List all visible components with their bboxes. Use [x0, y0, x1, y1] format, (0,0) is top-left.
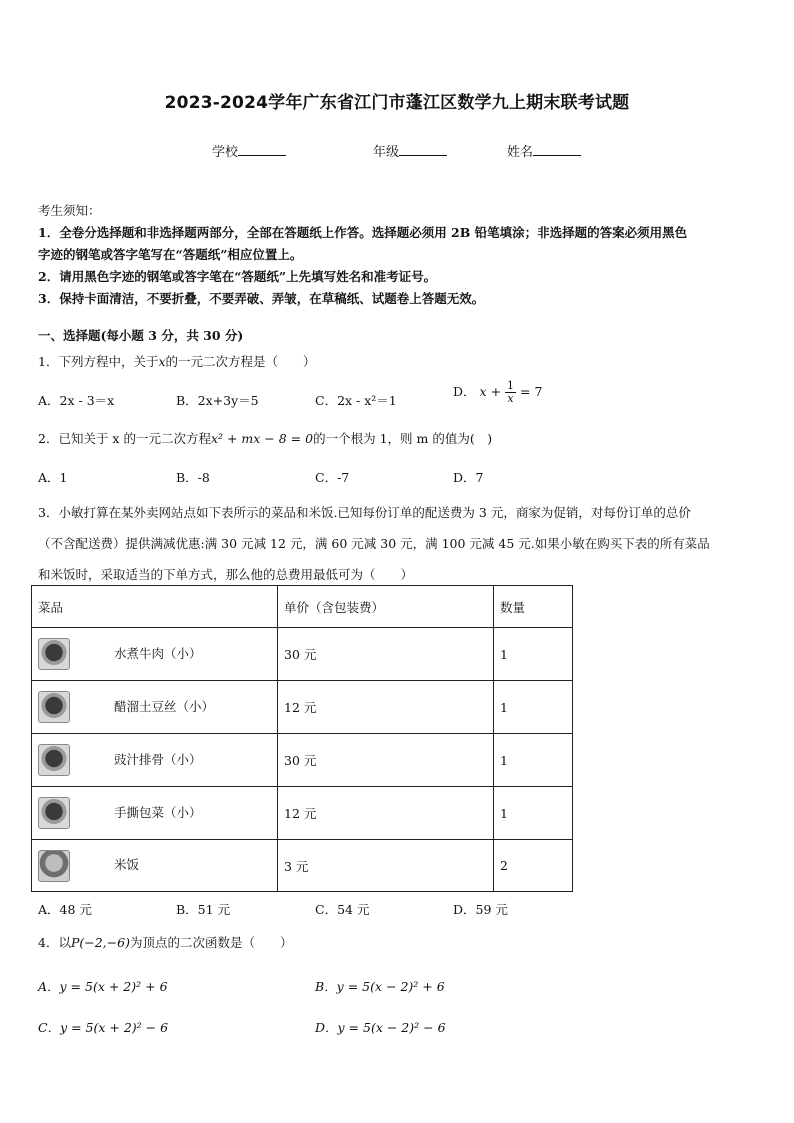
- q2-option-c: C．-7: [315, 470, 350, 485]
- dish-name: 米饭: [114, 857, 140, 872]
- q2-stem-eq: x² + mx − 8 = 0: [210, 431, 314, 446]
- q3-line: 3．小敏打算在某外卖网站点如下表所示的菜品和米饭.已知每份订单的配送费为 3 元，商家为促销，对每份订单的总价: [38, 505, 691, 520]
- q4-stem-post: 为顶点的二次函数是（ ）: [129, 935, 293, 950]
- table-header-price: 单价（含包装费）: [278, 586, 494, 628]
- table-row: [32, 734, 573, 787]
- table-cell-price: 30 元: [278, 628, 494, 681]
- dish-image: [38, 744, 70, 776]
- name-blank: [533, 143, 581, 156]
- q3-option-a: A．48 元: [38, 902, 92, 917]
- name-field: [507, 141, 581, 160]
- table-cell-qty: 1: [494, 734, 573, 787]
- q3-line: 和米饭时，采取适当的下单方式，那么他的总费用最低可为（ ）: [38, 567, 414, 582]
- q1-d-post: = 7: [520, 384, 543, 399]
- q1-d-denominator: x: [507, 392, 514, 405]
- q4-option-a: A．y = 5(x + 2)² + 6: [38, 979, 168, 994]
- table-cell-dish: [32, 681, 278, 734]
- q1-stem-post: 的一元二次方程是（ ）: [165, 354, 316, 369]
- section-heading: 一、选择题(每小题 3 分，共 30 分): [38, 328, 244, 343]
- table-cell-qty: 1: [494, 681, 573, 734]
- table-row: [32, 787, 573, 840]
- notice-block: [38, 200, 762, 310]
- dish-image: [38, 638, 70, 670]
- table-cell-dish: [32, 628, 278, 681]
- q1-stem-var: x: [158, 354, 166, 369]
- question-4-stem: [38, 932, 292, 954]
- q4-stem-point: P(−2,−6): [70, 935, 130, 950]
- q3-line: （不含配送费）提供满减优惠:满 30 元减 12 元，满 60 元减 30 元，满 100 元减 45 元.如果小敏在购买下表的所有菜品: [38, 536, 710, 551]
- q2-stem-pre: 2．已知关于 x 的一元二次方程: [38, 431, 211, 446]
- q1-d-plus: +: [490, 384, 502, 399]
- grade-field: [373, 141, 447, 160]
- q1-d-numerator: 1: [507, 379, 515, 392]
- notice-item: 字迹的钢笔或答字笔写在“答题纸”相应位置上。: [38, 247, 303, 262]
- q2-option-a: A．1: [38, 470, 68, 485]
- q3-option-d: D．59 元: [453, 902, 508, 917]
- table-header-dish: 菜品: [32, 586, 278, 628]
- dish-name: 水煮牛肉（小）: [114, 645, 202, 661]
- menu-table: [31, 585, 573, 892]
- table-cell-qty: 2: [494, 840, 573, 892]
- table-cell-dish: [32, 734, 278, 787]
- table-cell-dish: [32, 840, 278, 892]
- page-title: 2023-2024学年广东省江门市蓬江区数学九上期末联考试题: [164, 93, 630, 113]
- table-row: [32, 681, 573, 734]
- table-header-row: [32, 586, 573, 628]
- table-cell-dish: [32, 787, 278, 840]
- dish-image: [38, 797, 70, 829]
- grade-label: 年级: [373, 145, 400, 160]
- dish-name: 豉汁排骨（小）: [114, 751, 202, 767]
- dish-name: 醋溜土豆丝（小）: [114, 698, 215, 714]
- q3-option-b: B．51 元: [176, 902, 231, 917]
- q1-d-label: D．: [453, 384, 476, 399]
- table-header-qty: 数量: [494, 586, 573, 628]
- question-1-stem: [38, 351, 316, 373]
- table-cell-qty: 1: [494, 628, 573, 681]
- q4-option-b: B．y = 5(x − 2)² + 6: [315, 979, 445, 994]
- school-blank: [238, 143, 286, 156]
- q1-d-fraction: [505, 380, 516, 405]
- q4-option-c: C．y = 5(x + 2)² − 6: [38, 1020, 169, 1035]
- q1-d-x: x: [479, 384, 487, 399]
- table-cell-price: 30 元: [278, 734, 494, 787]
- q2-stem-post: 的一个根为 1，则 m 的值为( ): [313, 431, 493, 446]
- q1-stem-pre: 1．下列方程中，关于: [38, 354, 159, 369]
- school-field: [212, 141, 286, 160]
- school-label: 学校: [212, 145, 239, 160]
- name-label: 姓名: [507, 145, 534, 160]
- table-row: [32, 840, 573, 892]
- q1-option-d: [453, 380, 542, 405]
- table-cell-price: 12 元: [278, 681, 494, 734]
- table-cell-qty: 1: [494, 787, 573, 840]
- dish-name: 手撕包菜（小）: [114, 804, 202, 820]
- notice-heading: 考生须知：: [38, 203, 101, 218]
- table-cell-price: 3 元: [278, 840, 494, 892]
- question-3-stem: [38, 497, 762, 590]
- q4-stem-pre: 4．以: [38, 935, 71, 950]
- q4-option-d: D．y = 5(x − 2)² − 6: [315, 1020, 446, 1035]
- q3-option-c: C．54 元: [315, 902, 370, 917]
- table-cell-price: 12 元: [278, 787, 494, 840]
- q2-option-b: B．-8: [176, 470, 210, 485]
- grade-blank: [399, 143, 447, 156]
- dish-image: [38, 691, 70, 723]
- question-2-stem: [38, 428, 492, 450]
- q1-option-a: A．2x - 3＝x: [38, 393, 115, 408]
- table-row: [32, 628, 573, 681]
- notice-item: 3．保持卡面清洁，不要折叠，不要弄破、弄皱，在草稿纸、试题卷上答题无效。: [38, 291, 485, 306]
- notice-item: 1．全卷分选择题和非选择题两部分，全部在答题纸上作答。选择题必须用 2B 铅笔填涂；非选择题的答案必须用黑色: [38, 225, 688, 240]
- rice-image: [38, 850, 70, 882]
- q2-option-d: D．7: [453, 470, 484, 485]
- notice-item: 2．请用黑色字迹的钢笔或答字笔在“答题纸”上先填写姓名和准考证号。: [38, 269, 437, 284]
- q1-option-b: B．2x+3y＝5: [176, 393, 259, 408]
- q1-option-c: C．2x - x²＝1: [315, 393, 397, 408]
